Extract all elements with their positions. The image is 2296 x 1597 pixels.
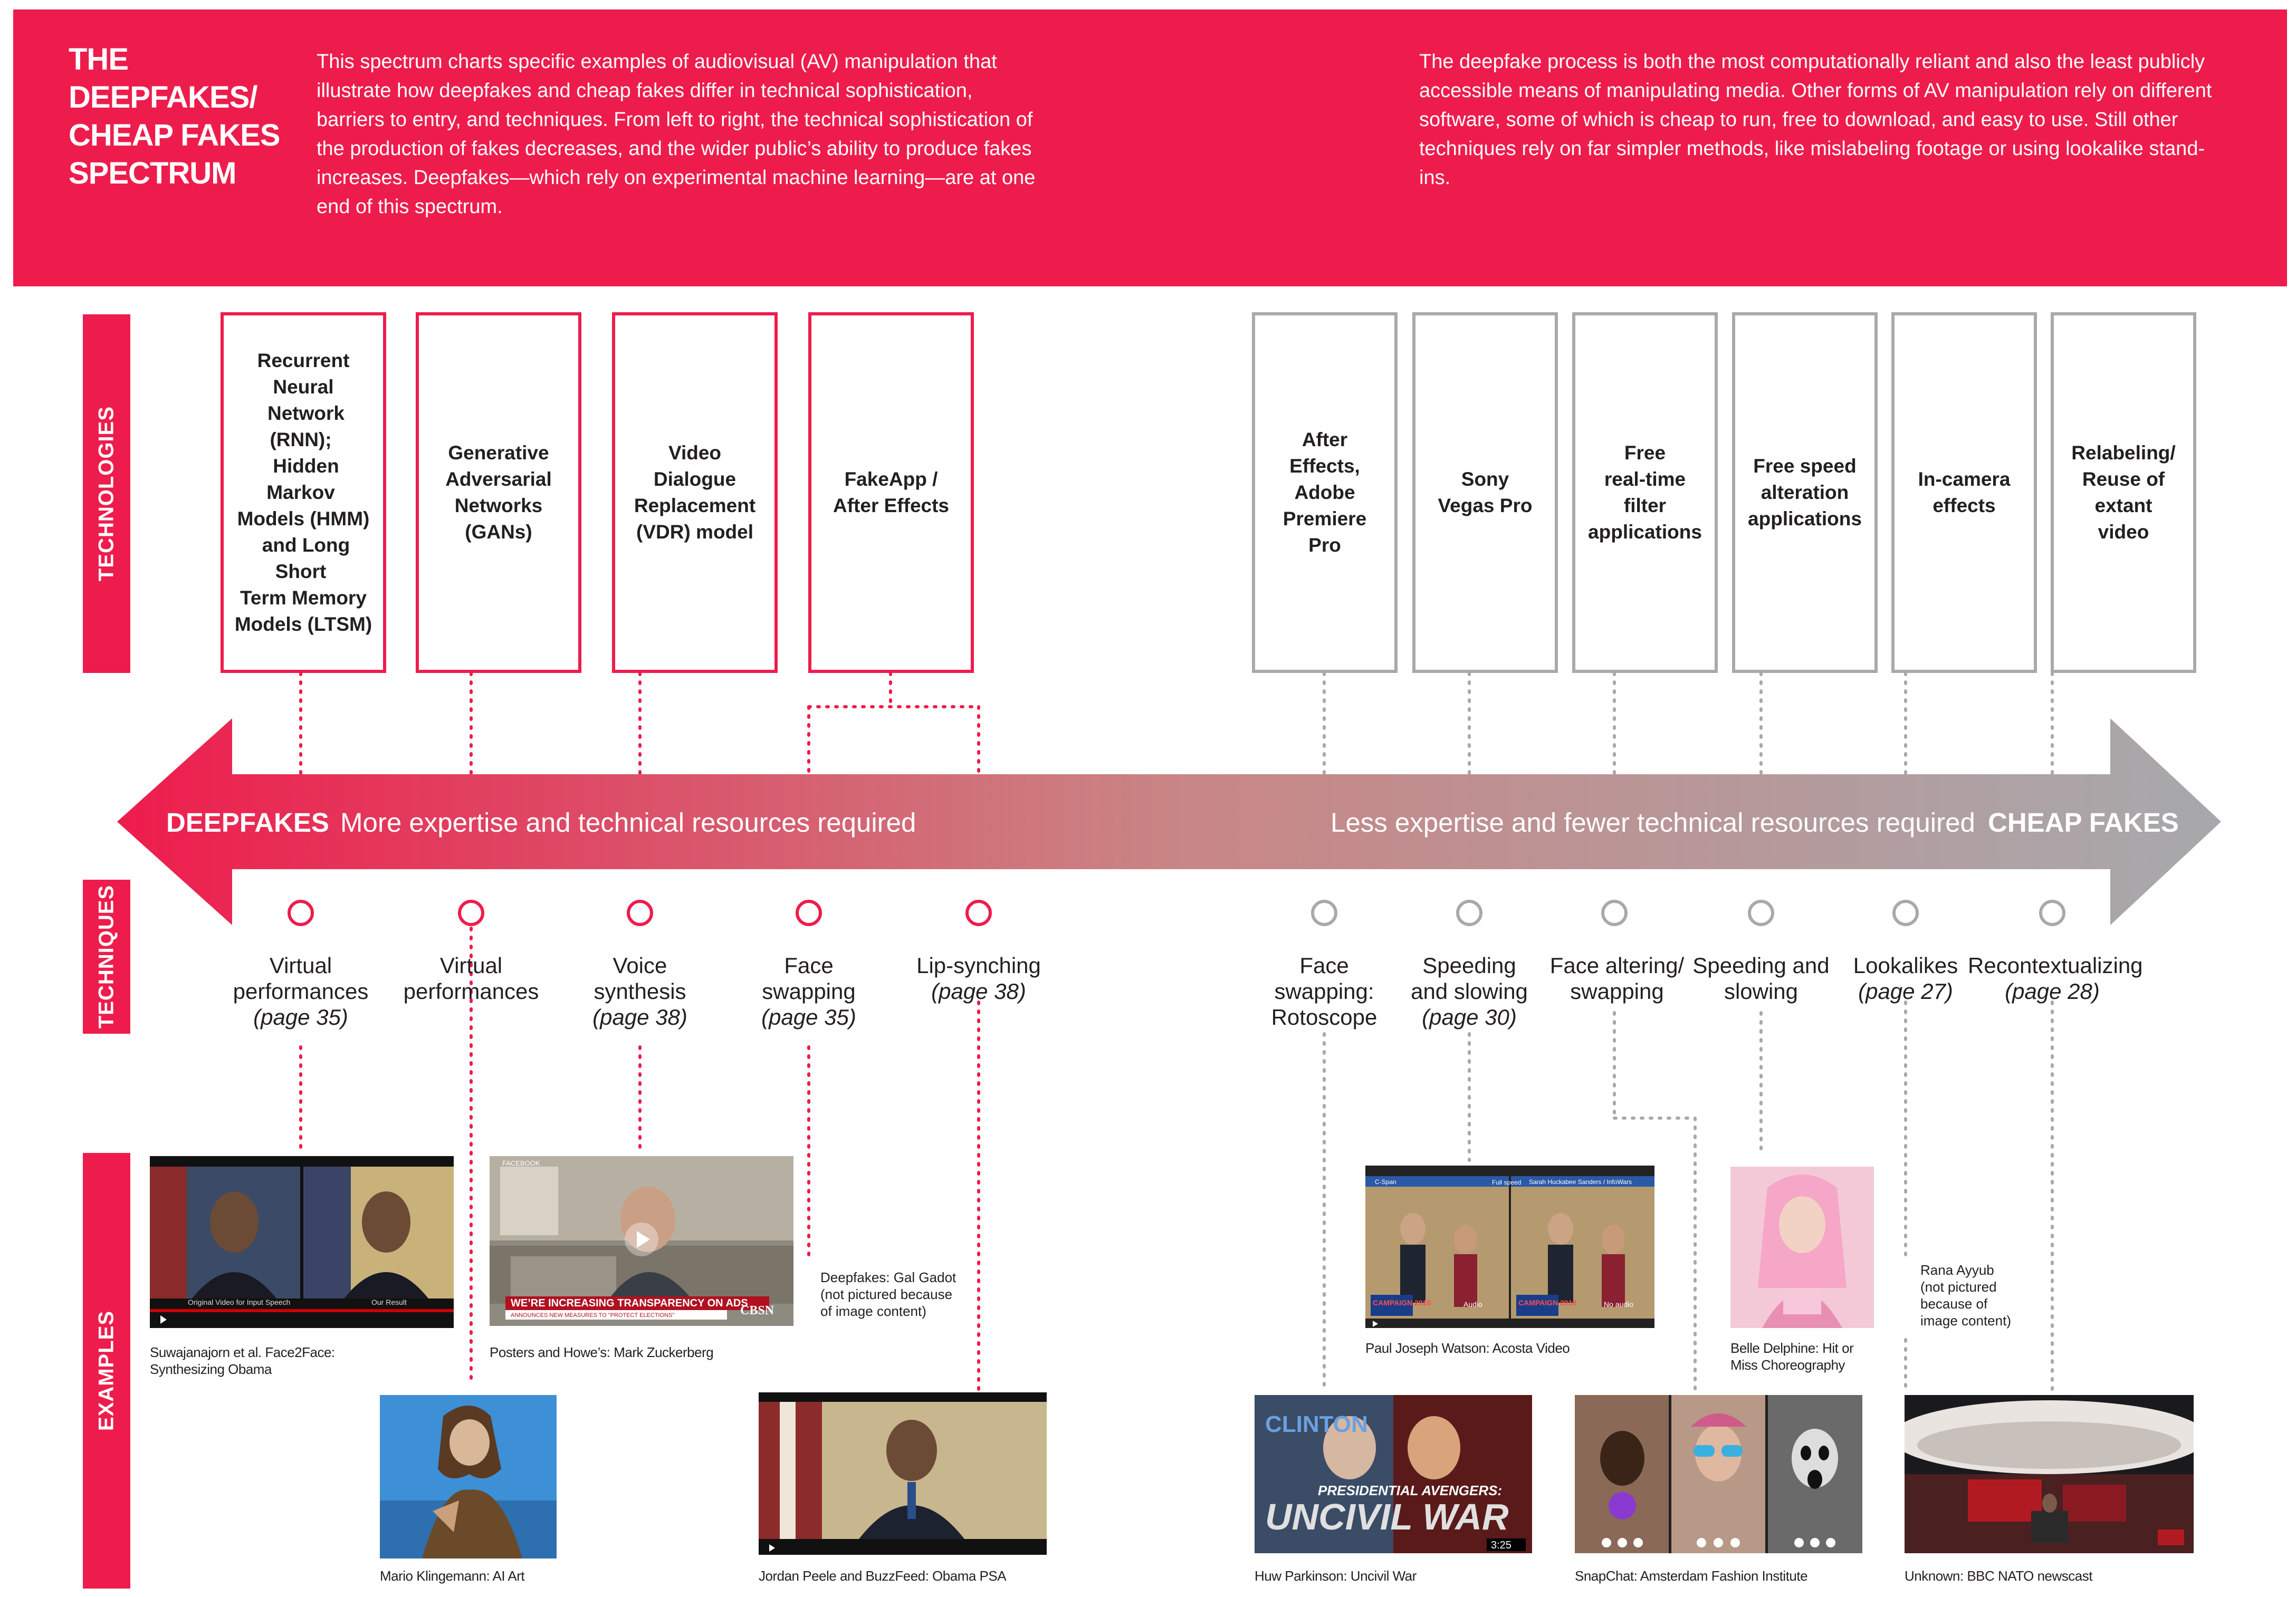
box-line: Sony [1461, 468, 1509, 490]
caption-line: Huw Parkinson: Uncivil War [1255, 1568, 1417, 1584]
caption-line: Unknown: BBC NATO newscast [1905, 1568, 2092, 1584]
technique-speeding-slowing-2 [1685, 953, 1838, 1004]
technique-line: slowing [1724, 979, 1798, 1004]
technology-box-in-camera [1891, 312, 2037, 673]
technique-page-ref: (page 38) [592, 1005, 687, 1030]
example-zuckerberg-image [490, 1156, 793, 1326]
technique-line: Speeding and [1692, 953, 1830, 978]
technology-box-vdr [612, 312, 778, 673]
technique-line: Lip-synching [916, 953, 1041, 978]
technique-speeding-slowing [1395, 953, 1543, 1030]
box-line: alteration [1761, 482, 1849, 503]
technique-marker [797, 901, 820, 925]
example-face2face-caption [150, 1344, 445, 1378]
technique-marker [1894, 901, 1917, 925]
overlay-text: CAMPAIGN 2018 [1518, 1298, 1577, 1307]
example-snapchat-image [1575, 1395, 1862, 1553]
box-line: Replacement [634, 495, 756, 516]
box-line: video [2098, 521, 2149, 543]
technique-line: swapping [762, 979, 856, 1004]
box-line: Effects, [1289, 455, 1360, 477]
technique-marker [628, 901, 652, 925]
technique-line: Virtual [439, 953, 503, 978]
technique-page-ref: (page 27) [1858, 979, 1953, 1004]
technique-marker [967, 901, 990, 925]
technique-line: swapping [1570, 979, 1664, 1004]
technique-virtual-performances-2 [387, 953, 556, 1004]
overlay-text: CAMPAIGN 2018 [1373, 1298, 1431, 1307]
example-bbc-image [1905, 1395, 2194, 1553]
technology-box-relabeling [2051, 312, 2196, 673]
overlay-text: 3:25 [1491, 1540, 1511, 1551]
technology-box-rnn-hmm-ltsm [221, 312, 386, 673]
technique-page-ref: (page 35) [253, 1005, 348, 1030]
intro-paragraph-right: The deepfake process is both the most computationally reliant and also the least publicly accessible means of manipulating media. Other forms of AV manipulation rely on different software, some of which is cheap to run, free to download, and easy to use. Still other techniques rely on far simpler methods, like mislabeling footage or using lookalike stand-ins. [1419, 51, 2212, 189]
box-line: applications [1588, 521, 1702, 543]
box-line: FakeApp / [844, 468, 938, 490]
technique-marker [1749, 901, 1773, 925]
overlay-text: No audio [1604, 1300, 1634, 1309]
box-line: Models (HMM) [237, 508, 370, 530]
technique-line: Face [1299, 953, 1349, 978]
box-line: Hidden Markov [266, 455, 339, 503]
technique-marker [1603, 901, 1626, 925]
example-belle-delphine-caption [1730, 1340, 1889, 1373]
title-line: DEEPFAKES/ [69, 80, 257, 114]
box-line: and Long Short [262, 534, 350, 582]
box-line: After Effects [833, 495, 949, 516]
title-line: CHEAP FAKES [69, 118, 280, 152]
technique-line: Speeding [1422, 953, 1516, 978]
overlay-text: Sarah Huckabee Sanders / InfoWars [1529, 1178, 1632, 1186]
note-rana-ayyub [1920, 1262, 2058, 1329]
overlay-text: Full speed [1492, 1179, 1522, 1186]
title-line: THE [69, 42, 128, 76]
technique-page-ref: (page 30) [1422, 1005, 1517, 1030]
technique-virtual-performances [216, 953, 385, 1030]
caption-line: Mario Klingemann: AI Art [380, 1568, 525, 1584]
technique-recontextualizing [1968, 953, 2143, 1004]
note-line: Rana Ayyub [1920, 1262, 1994, 1278]
caption-line: Posters and Howe’s: Mark Zuckerberg [490, 1344, 714, 1360]
example-uncivil-war-caption [1255, 1567, 1518, 1584]
overlay-text: UNCIVIL WAR [1265, 1496, 1509, 1537]
box-line: real-time [1604, 468, 1686, 490]
section-label: TECHNIQUES [94, 884, 118, 1029]
caption-line: SnapChat: Amsterdam Fashion Institute [1575, 1568, 1808, 1584]
technique-line: Lookalikes [1853, 953, 1958, 978]
technique-marker [1313, 901, 1336, 925]
title-line: SPECTRUM [69, 156, 236, 190]
box-line: Dialogue [653, 468, 736, 490]
caption-line: Belle Delphine: Hit or [1730, 1340, 1854, 1356]
technique-face-swapping [724, 953, 893, 1030]
note-gal-gadot [820, 1269, 979, 1320]
note-line: (not pictured [1920, 1279, 1997, 1295]
spectrum-right-label: CHEAP FAKES [1988, 807, 2179, 838]
box-line: filter [1623, 495, 1667, 516]
overlay-text: PRESIDENTIAL AVENGERS: [1318, 1483, 1503, 1498]
overlay-text: CLINTON [1265, 1411, 1368, 1437]
example-belle-delphine-image [1730, 1167, 1874, 1328]
technique-marker [2041, 901, 2064, 925]
technique-line: Face altering/ [1549, 953, 1685, 978]
box-line: Term Memory [240, 587, 367, 609]
box-line: (GANs) [465, 521, 532, 543]
technique-line: Voice [613, 953, 667, 978]
box-line: Recurrent [257, 350, 350, 371]
technique-line: Virtual [269, 953, 332, 978]
note-line: Deepfakes: Gal Gadot [820, 1269, 956, 1285]
technology-box-gans [416, 312, 581, 673]
box-line: After [1302, 429, 1348, 450]
box-line: Premiere [1283, 508, 1367, 530]
box-line: Adobe [1294, 482, 1355, 503]
technique-rotoscope [1250, 953, 1398, 1030]
technique-voice-synthesis [556, 953, 724, 1030]
box-line: Network (RNN); [267, 402, 345, 450]
example-ai-art-caption [380, 1567, 591, 1584]
technique-line: swapping: [1274, 979, 1374, 1004]
technique-marker [1458, 901, 1481, 925]
technology-box-fakeapp [808, 312, 974, 673]
intro-paragraph-left: This spectrum charts specific examples of audiovisual (AV) manipulation that illustrate how deepfakes and cheap fakes differ in technical sophistication, barriers to entry, and techniques. From left to right, the technical sophistication of the production of fakes decreases, and the wider public’s ability to produce fakes increases. Deepfakes—which rely on experimental machine learning—are at one end of this spectrum. [317, 51, 1036, 218]
technology-box-sony-vegas [1412, 312, 1558, 673]
technology-box-after-effects-premiere [1252, 312, 1398, 673]
technique-lookalikes [1832, 953, 1979, 1004]
section-label: EXAMPLES [94, 1310, 118, 1431]
overlay-text: CBSN [740, 1304, 774, 1317]
example-obama-psa-image [759, 1392, 1047, 1555]
spectrum-left-text: More expertise and technical resources required [340, 807, 916, 838]
example-zuckerberg-caption [490, 1344, 785, 1361]
box-line: Free [1624, 442, 1666, 464]
example-obama-psa-caption [759, 1567, 1054, 1584]
technology-box-speed-apps [1732, 312, 1878, 673]
box-line: Generative [448, 442, 549, 464]
example-acosta-image [1365, 1166, 1654, 1328]
technique-line: Face [784, 953, 834, 978]
box-line: Models (LTSM) [234, 613, 372, 635]
box-line: Video [668, 442, 722, 464]
box-line: Reuse of [2082, 468, 2165, 490]
overlay-text: WE’RE INCREASING TRANSPARENCY ON ADS [511, 1297, 748, 1309]
box-line: In-camera [1918, 468, 2011, 490]
technique-marker [289, 901, 312, 925]
box-line: extant [2094, 495, 2152, 516]
caption-line: Suwajanajorn et al. Face2Face: [150, 1344, 335, 1360]
technique-line: and slowing [1411, 979, 1528, 1004]
technology-box-filter-apps [1572, 312, 1718, 673]
section-label: TECHNOLOGIES [94, 406, 118, 582]
caption-line: Synthesizing Obama [150, 1361, 272, 1377]
technique-line: synthesis [594, 979, 686, 1004]
caption-line: Miss Choreography [1730, 1357, 1845, 1373]
example-acosta-caption [1365, 1340, 1640, 1357]
technique-page-ref: (page 28) [2005, 979, 2100, 1004]
example-snapchat-caption [1575, 1567, 1870, 1584]
technique-line: performances [233, 979, 369, 1004]
box-line: Vegas Pro [1438, 495, 1533, 516]
box-line: Pro [1308, 534, 1341, 556]
technique-lip-synching [894, 953, 1063, 1004]
technique-page-ref: (page 38) [931, 979, 1026, 1004]
note-line: (not pictured because [820, 1286, 953, 1302]
example-face2face-image [150, 1156, 454, 1328]
box-line: Networks [454, 495, 543, 516]
technique-marker [460, 901, 483, 925]
box-line: Neural [273, 376, 334, 398]
technique-line: Recontextualizing [1968, 953, 2143, 978]
example-ai-art-image [380, 1395, 557, 1558]
caption-line: Paul Joseph Watson: Acosta Video [1365, 1340, 1570, 1356]
overlay-text: Audio [1463, 1300, 1482, 1309]
box-line: effects [1933, 495, 1996, 516]
overlay-text: FACEBOOK [502, 1159, 540, 1167]
caption-line: Jordan Peele and BuzzFeed: Obama PSA [759, 1568, 1007, 1584]
overlay-text: Original Video for Input Speech [188, 1298, 291, 1306]
spectrum-left-label: DEEPFAKES [166, 807, 329, 838]
overlay-text: Our Result [371, 1298, 407, 1306]
technique-page-ref: (page 35) [761, 1005, 856, 1030]
note-line: because of [1920, 1296, 1988, 1312]
note-line: image content) [1920, 1313, 2011, 1329]
technique-markers [289, 901, 2064, 925]
box-line: Adversarial [445, 468, 552, 490]
technique-line: performances [403, 979, 539, 1004]
box-line: (VDR) model [636, 521, 753, 543]
example-uncivil-war-image [1255, 1395, 1532, 1553]
box-line: applications [1748, 508, 1862, 530]
example-bbc-caption [1905, 1567, 2168, 1584]
note-line: of image content) [820, 1303, 926, 1319]
technique-face-altering [1541, 953, 1694, 1004]
overlay-text: C-Span [1375, 1178, 1396, 1186]
box-line: Relabeling/ [2071, 442, 2176, 464]
box-line: Free speed [1753, 455, 1857, 477]
overlay-text: ANNOUNCES NEW MEASURES TO "PROTECT ELECTIONS" [511, 1312, 675, 1319]
technique-line: Rotoscope [1271, 1005, 1377, 1030]
spectrum-right-text: Less expertise and fewer technical resources required [1331, 807, 1975, 838]
